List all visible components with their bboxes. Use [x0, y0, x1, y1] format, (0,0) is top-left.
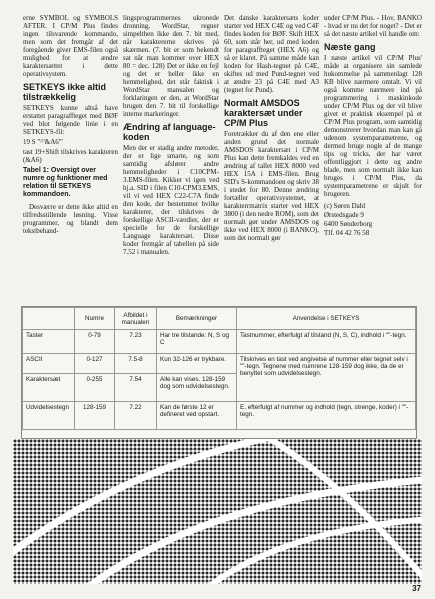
col4-heading: Næste gang [324, 42, 376, 52]
table-cell: Alle kan vises. 128-159 dog som udvidelsestegn. [157, 374, 237, 402]
setkeys-table-box [21, 306, 417, 439]
col3-paragraph-1: Det danske karaktersæts koder starter ved HEX C4E og ved C4F findes koden for BØF. Skift HEX 60, som står her, ud med koden for paragraffteget (HEX A6) og så er klaret. På samme måde kan koden for Hash-tegnet på C4E, skiftes ud med Pund-tegnet ved at ændre 23 på C4E med A3 (tegnet for Pund). [224, 14, 319, 94]
col1-heading: SETKEYS ikke altid tilstrækkelig [23, 82, 107, 102]
table-header-cell: Bemærkninger [157, 308, 237, 330]
table-row [23, 354, 416, 374]
column-4 [324, 14, 422, 238]
col3-heading: Normalt AMSDOS karaktersæt under CP/M Plus [224, 98, 303, 128]
table-cell: 7.23 [115, 330, 157, 354]
table-cell: Kun 32-126 er trykbare. [157, 354, 237, 374]
col1-paragraph-2: SETKEYS kunne altså have erstattet paragraffteget med BØF ved blot følgende linie i en SETKEYS-fil: [23, 104, 118, 136]
column-1 [23, 14, 118, 237]
table-cell: Karaktersæt [23, 374, 75, 402]
table-header-cell [23, 308, 75, 330]
table-cell: 7.5-8 [115, 354, 157, 374]
column-3 [224, 14, 319, 244]
table-cell: Taster [23, 330, 75, 354]
decorative-dot-graphic [13, 439, 422, 584]
table-cell: 7.54 [115, 374, 157, 402]
article-columns [23, 14, 423, 299]
author-phone: Tlf. 04 42 76 58 [324, 229, 370, 237]
col2-heading: Ændring af language-koden [123, 122, 216, 142]
author-name: (c) Søren Dahl [324, 202, 366, 210]
table-cell: E, efterfulgt af nummer og indhold (tegn, strenge, koder) i ""-tegn. [237, 402, 416, 430]
col1-code-example: 19 S "^'&A6'" [23, 138, 63, 146]
table-cell: Tilskrives en tast ved angivelse af nummer eller tegnet selv i ""-tegn. Tegnene med numrene 128-159 dog ikke, da de er benyttet som udvidelsestegn. [237, 354, 416, 402]
table-header-row [23, 308, 416, 330]
table-cell: Kan de første 12 er defineret ved opstart. [157, 402, 237, 430]
table-row [23, 330, 416, 354]
col1-paragraph-3: tast 19+Shift tilskrives karakteren (&A6) [23, 148, 118, 164]
author-signature [324, 202, 422, 238]
table-cell: 0-127 [75, 354, 115, 374]
table-row [23, 402, 416, 430]
col4-paragraph-1: under CP/M Plus. - Hov, BANKO - hvad er nu det for noget? - Det er så det næste artikel vil handle om: [324, 14, 422, 38]
table-cell: Udvidelsestegn [23, 402, 75, 430]
col3-paragraph-2: Foretrækker du af den ene eller anden grund det normale AMSDOS karaktersæt i CP/M Plus kan dette fremkaldes ved en ændring af tallet HEX 8000 ved HEX 15A i EMS-filen. Brug SID's S-kommandoen og skriv 38 i stedet for 80. Denne ændring fortæller operativsystemet, at karakterrmatrix starter ved HEX 3800 (i den nedre ROM), som det normalt gør under AMSDOS og ikke ved HEX 8000 (i BANKO), som det normalt gør [224, 130, 319, 242]
table-cell: ASCII [23, 354, 75, 374]
col2-paragraph-2: Men der er stadig andre metoder, der er lige smarte, og som samtidig afslører andre hemmeligheder i C10CPM-3.EMS-filen. Kikker vi igen ved hj.a. SID i filen C10-CPM3.EMS, vil vi ved HEX C22-C7A finde den kode, der bestemmer hvilke karakterer, der tilskrives de forskellige ASCII-værdier, der er specielle for de forskellige Language karaktersæt. Disse koder fremgår af tabellen på side 7.52 i manualen. [123, 144, 219, 256]
column-2 [123, 14, 219, 258]
table-cell: 7.22 [115, 402, 157, 430]
table-cell: Tastnummer, efterfulgt af tilstand (N, S, C), indhold i ""-tegn. [237, 330, 416, 354]
table-cell: 0-255 [75, 374, 115, 402]
col1-paragraph-1: erne SYMBOL og SYMBOLS AFTER. I CP/M Plus findes ingen tilsvarende kommando, men som det fremgår af det foregående giver EMS-filen også mulighed for at ændre karaktersættet i dette operativsystem. [23, 14, 118, 78]
table-header-cell: Numre [75, 308, 115, 330]
page-number: 37 [412, 584, 421, 593]
setkeys-table [22, 307, 416, 430]
col2-paragraph-1: lingsprogrammernes ukronede dronning, WordStar, regner simpelthen ikke den 7. bit med, når karaktererne skrives på skærmen. (7. bit er som bekendt sat når man kommer over HEX 80 = dec. 128) Det er ikke en fejl og det er heller ikke en hemmelighed, det står faktisk i WordStar manualen og forklaringen er den, at WordStar brugen den 7. bit til forskellige interne markeringer. [123, 14, 219, 118]
author-street: Ørstedsgade 9 [324, 211, 364, 219]
col4-paragraph-2: I næste artikel vil CP/M Plus' måde at organisere sin samlede hukommelse på sammenlagt 128 KB blive nærmere omtalt. Vi vil også komme nærmere ind på programmering i maskinkode under CP/M Plus og der vil blive givet et praktisk eksempel på et CP/M Plus program, som samtidig demonstrerer hvordan man kan gå udenom systemparametrene, og dermed bruge nogle af de mange tips og tricks, der har været offentliggjort i dette og andre blade, men som normalt ikke kan bruges i CP/M Plus, da systemparametrene er skjult for brugeren. [324, 54, 422, 198]
table-cell: 128-159 [75, 402, 115, 430]
table-cell: Har tre tilstande: N, S og C [157, 330, 237, 354]
table-header-cell: Afbildet i manualen [115, 308, 157, 330]
author-city: 6400 Sønderborg [324, 220, 373, 228]
col1-paragraph-4: Desværre er dette ikke altid en tilfredsstillende løsning. Visse programmer, og blandt dem tekstbehand- [23, 203, 118, 235]
table-caption: Tabel 1: Oversigt over numre og funktioner med relation til SETKEYS kommandoen. [23, 167, 108, 198]
table-cell: 0-79 [75, 330, 115, 354]
table-header-cell: Anvendelse i SETKEYS [237, 308, 416, 330]
